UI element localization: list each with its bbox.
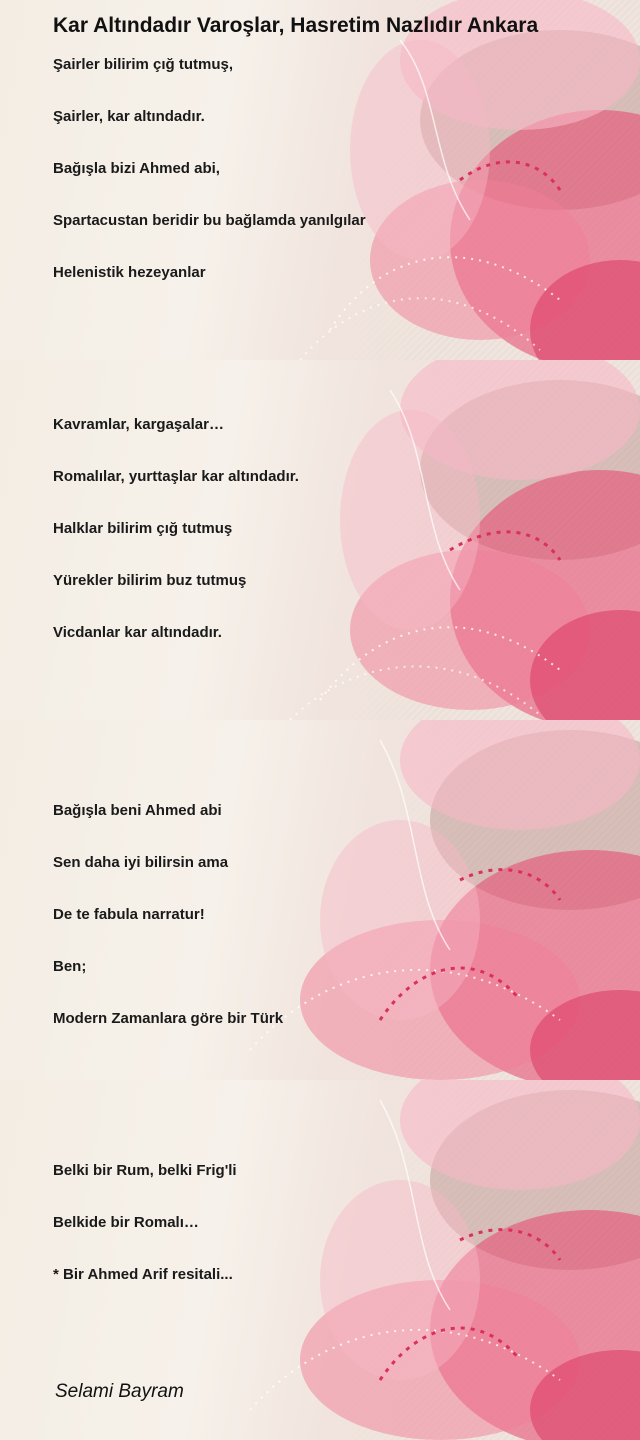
poem-line: Şairler bilirim çığ tutmuş, <box>53 56 234 73</box>
pink-flower-background <box>0 360 640 720</box>
poem-line: Vicdanlar kar altındadır. <box>53 624 222 641</box>
poem-line: Spartacustan beridir bu bağlamda yanılgılar <box>53 212 366 229</box>
poem-card-1 <box>0 0 640 360</box>
poem-line: De te fabula narratur! <box>53 906 205 923</box>
poem-author: Selami Bayram <box>55 1381 184 1402</box>
poem-line: Şairler, kar altındadır. <box>53 108 205 125</box>
poem-line: Bağışla bizi Ahmed abi, <box>53 160 220 177</box>
poem-line: Modern Zamanlara göre bir Türk <box>53 1010 284 1027</box>
poem-line: Romalılar, yurttaşlar kar altındadır. <box>53 468 299 485</box>
poem-card-2 <box>0 360 640 720</box>
pink-flower-background <box>0 0 640 360</box>
poem-card-3 <box>0 720 640 1080</box>
poem-line: Sen daha iyi bilirsin ama <box>53 854 229 871</box>
poem-line: Helenistik hezeyanlar <box>53 264 206 281</box>
poem-title: Kar Altındadır Varoşlar, Hasretim Nazlıdır Ankara <box>53 14 539 37</box>
poem-line: Yürekler bilirim buz tutmuş <box>53 572 247 589</box>
poem-line: Belki bir Rum, belki Frig'li <box>53 1162 237 1179</box>
poem-line: * Bir Ahmed Arif resitali... <box>53 1266 233 1283</box>
poem-line: Halklar bilirim çığ tutmuş <box>53 520 233 537</box>
poem-line: Kavramlar, kargaşalar… <box>53 416 224 433</box>
poem-line: Belkide bir Romalı… <box>53 1214 199 1231</box>
poem-line: Ben; <box>53 958 87 975</box>
poem-line: Bağışla beni Ahmed abi <box>53 802 222 819</box>
